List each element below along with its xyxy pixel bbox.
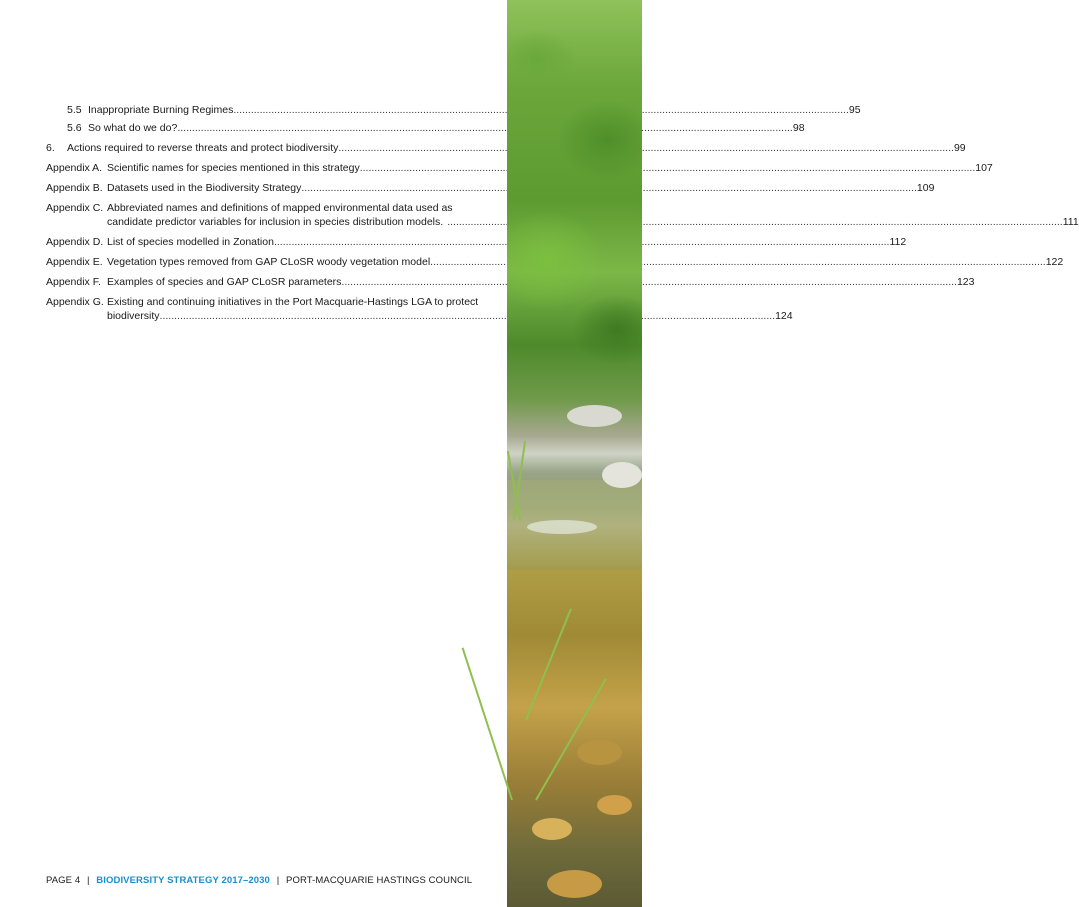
toc-leader-dots — [360, 161, 976, 175]
toc-entry-number: 6. — [46, 142, 55, 154]
toc-entry-title: List of species modelled in Zonation — [107, 236, 274, 248]
toc-entry-number: Appendix B. — [46, 182, 103, 194]
toc-entry-page: 123 — [956, 276, 975, 288]
toc-entry-title: Inappropriate Burning Regimes — [88, 104, 234, 116]
toc-entry-number: Appendix C. — [46, 202, 104, 214]
toc-entry-page: 99 — [953, 142, 966, 154]
toc-entry-page: 109 — [916, 182, 935, 194]
rock — [532, 818, 572, 840]
river-photo-image — [507, 0, 642, 907]
grass-blade — [525, 608, 572, 720]
toc-entry-title: Datasets used in the Biodiversity Strategy — [107, 182, 302, 194]
toc-entry-title: Actions required to reverse threats and protect biodiversity — [67, 142, 339, 154]
toc-entry-5-5[interactable] — [67, 103, 861, 117]
toc-entry-appendix-d[interactable] — [46, 235, 907, 249]
toc-entry-page: 107 — [975, 162, 993, 174]
toc-entry-appendix-e[interactable] — [46, 255, 1064, 269]
footer-separator: | — [86, 875, 90, 886]
toc-entry-title-line1: Existing and continuing initiatives in the Port Macquarie-Hastings LGA to protect — [107, 296, 479, 308]
footer-page-label: PAGE 4 — [46, 875, 81, 886]
toc-leader-dots — [177, 121, 793, 135]
grass-blade — [462, 648, 513, 801]
rock — [567, 405, 622, 427]
toc-leader-dots — [160, 309, 776, 323]
rock — [547, 870, 602, 898]
footer-separator: | — [276, 875, 280, 886]
toc-entry-page: 124 — [775, 310, 793, 322]
rock — [597, 795, 632, 815]
rock — [527, 520, 597, 534]
toc-entry-number: 5.5 — [67, 104, 82, 116]
toc-entry-number: Appendix E. — [46, 256, 103, 268]
toc-entry-title-line2: candidate predictor variables for inclusion in species distribution models. — [107, 216, 444, 228]
footer-council-name: PORT-MACQUARIE HASTINGS COUNCIL — [286, 875, 473, 886]
toc-entry-title: Examples of species and GAP CLoSR parameters — [107, 276, 342, 288]
rock — [602, 462, 642, 488]
toc-leader-dots — [341, 275, 957, 289]
toc-entry-appendix-f[interactable] — [46, 275, 975, 289]
toc-entry-appendix-g[interactable] — [46, 295, 793, 323]
toc-entry-6[interactable] — [46, 141, 966, 155]
toc-entry-number: Appendix A. — [46, 162, 103, 174]
toc-entry-appendix-b[interactable] — [46, 181, 935, 195]
toc-entry-title: Vegetation types removed from GAP CLoSR woody vegetation model — [107, 256, 431, 268]
toc-entry-title: So what do we do? — [88, 122, 178, 134]
toc-entry-number: Appendix D. — [46, 236, 104, 248]
toc-entry-title-line1: Abbreviated names and definitions of mapped environmental data used as — [107, 202, 453, 214]
toc-entry-appendix-c[interactable] — [46, 201, 1079, 229]
toc-entry-page: 111 — [1062, 216, 1079, 228]
toc-entry-page: 122 — [1045, 256, 1064, 268]
toc-entry-title: Scientific names for species mentioned in this strategy — [107, 162, 360, 174]
toc-entry-title-line2: biodiversity — [107, 310, 160, 322]
toc-entry-number: Appendix F. — [46, 276, 101, 288]
toc-entry-number: 5.6 — [67, 122, 82, 134]
toc-entry-5-6[interactable] — [67, 121, 805, 135]
toc-entry-page: 112 — [889, 236, 907, 248]
footer-document-title: BIODIVERSITY STRATEGY 2017–2030 — [96, 875, 270, 886]
page-footer — [46, 875, 472, 886]
toc-leader-dots — [338, 141, 954, 155]
toc-entry-page: 95 — [848, 104, 861, 116]
toc-entry-page: 98 — [792, 122, 805, 134]
toc-entry-appendix-a[interactable] — [46, 161, 993, 175]
rock — [577, 740, 622, 765]
toc-entry-number: Appendix G. — [46, 296, 104, 308]
